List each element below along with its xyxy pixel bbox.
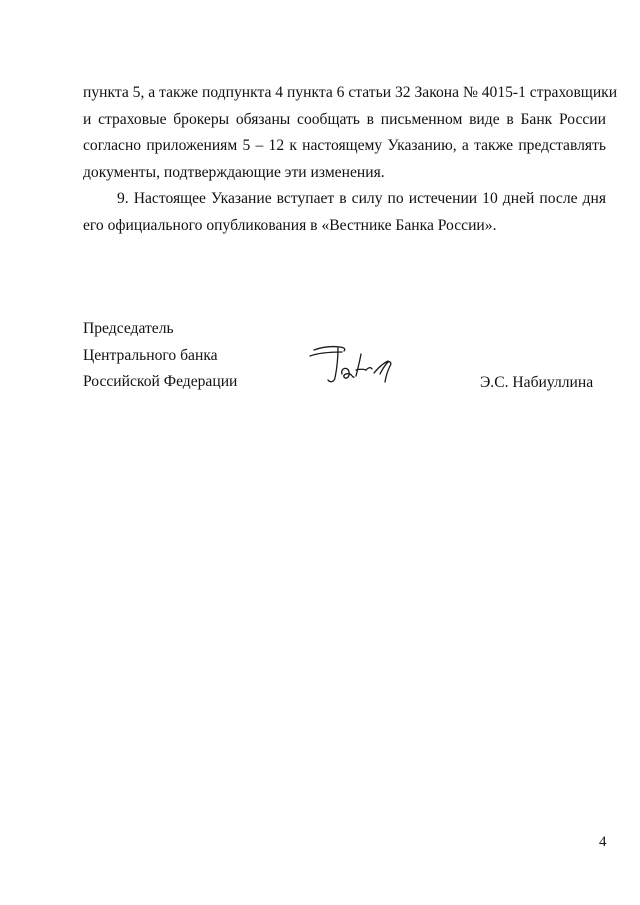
text-line: согласно приложениям 5 – 12 к настоящему Указанию, а также представлять: [83, 137, 606, 155]
text-line: пункта 5, а также подпункта 4 пункта 6 статьи 32 Закона № 4015-1 страховщики: [83, 84, 618, 101]
paragraph-9: [83, 186, 606, 239]
signatory-title-line: Российской Федерации: [83, 373, 238, 391]
signatory-title: [83, 316, 237, 396]
handwritten-signature: [308, 340, 404, 388]
signatory-title-line: Председатель: [83, 320, 174, 337]
text-line: и страховые брокеры обязаны сообщать в письменном виде в Банк России: [83, 110, 606, 128]
text-line: его официального опубликования в «Вестнике Банка России».: [83, 216, 497, 234]
text-line: 9. Настоящее Указание вступает в силу по истечении 10 дней после дня: [117, 190, 606, 208]
page-number: 4: [599, 834, 607, 850]
signatory-title-line: Центрального банка: [83, 346, 218, 364]
text-line: документы, подтверждающие эти изменения.: [83, 163, 385, 181]
paragraph-8-continuation: [83, 80, 618, 186]
signatory-name: Э.С. Набиуллина: [480, 374, 594, 391]
document-body: [83, 80, 618, 240]
